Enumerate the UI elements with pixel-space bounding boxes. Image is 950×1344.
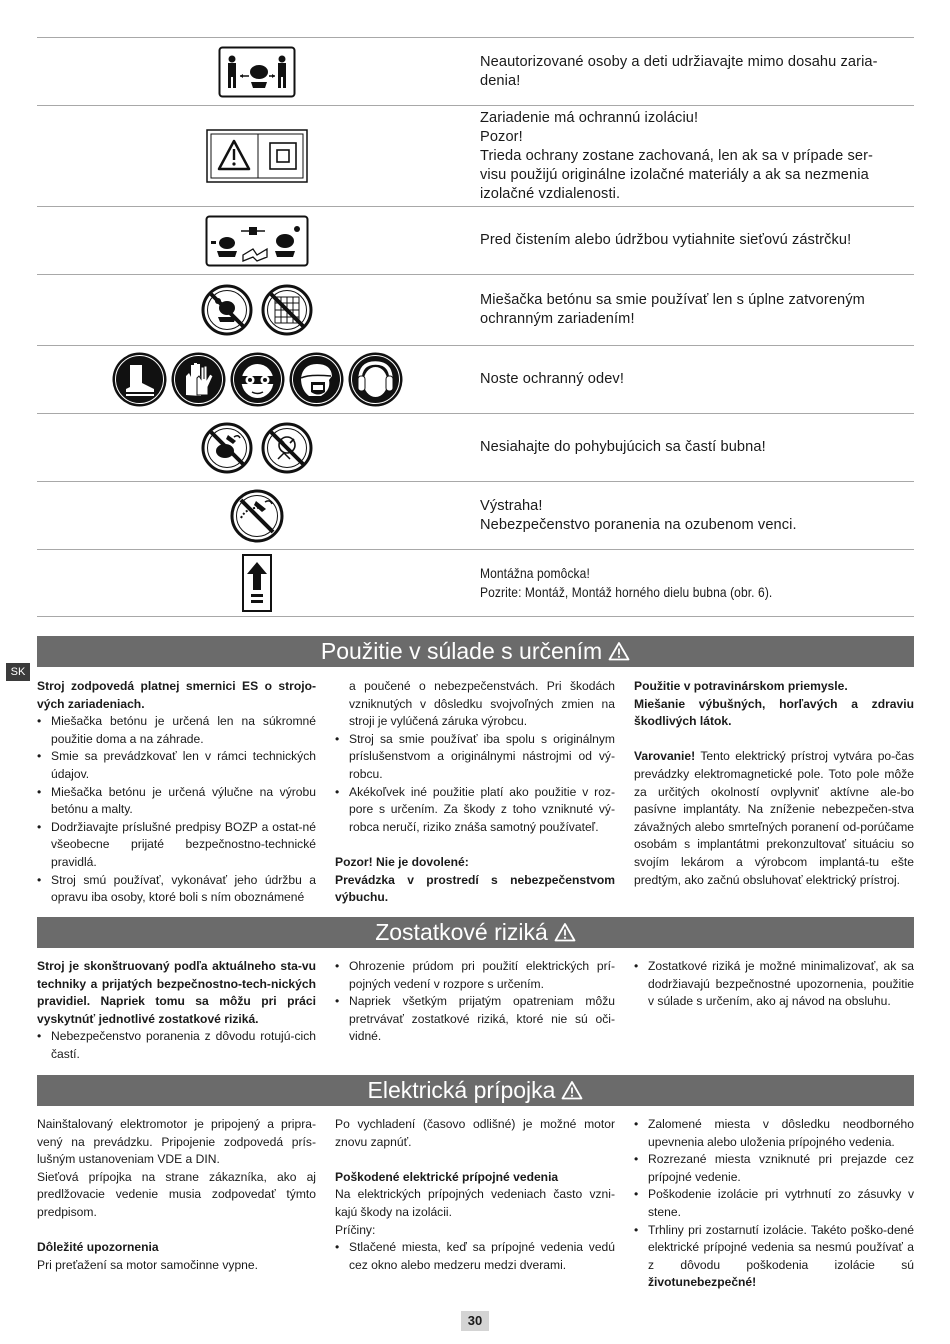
- paragraph: Stroj zodpovedá platnej smernici ES o strojo-vých zariadeniach.: [37, 679, 316, 711]
- dust-mask-icon: [289, 352, 344, 407]
- symbol-row: [37, 549, 914, 617]
- symbol-description: Montážna pomôcka! Pozrite: Montáž, Montáž horného dielu bubna (obr. 6).: [480, 565, 773, 600]
- list-item: • Miešačka betónu je určená výlučne na výrobu betónu a malty.: [37, 784, 316, 819]
- safety-goggles-icon: [230, 352, 285, 407]
- ear-protection-icon: [348, 352, 403, 407]
- symbol-table: [37, 37, 914, 617]
- list-item: • Akékoľvek iné použitie platí ako použitie v roz-pore s určením. Za škody z toho vzniknuté vý-robca neručí, riziko znáša samotný používateľ.: [335, 784, 615, 837]
- list-item: • Nebezpečenstvo poranenia z dôvodu rotujú-cich častí.: [37, 1028, 316, 1063]
- symbol-row: [37, 105, 914, 206]
- list-item: • Miešačka betónu je určená len na súkromné použitie doma a na záhrade.: [37, 713, 316, 748]
- warning-icon: [554, 919, 576, 950]
- no-gear-ring-contact-icon: [229, 488, 285, 544]
- keep-distance-icon: [218, 46, 296, 98]
- symbol-row: [37, 206, 914, 274]
- symbol-row: [37, 274, 914, 345]
- symbol-row: [37, 345, 914, 413]
- warning-label: Varovanie!: [634, 749, 696, 764]
- symbol-description: Pred čistením alebo údržbou vytiahnite sieťovú zástrčku!: [480, 232, 852, 248]
- list-item: • Smie sa prevádzkovať len v rámci technických údajov.: [37, 748, 316, 783]
- paragraph: Použitie v potravinárskom priemysle.: [634, 679, 848, 693]
- residual-column-3: [634, 958, 914, 1011]
- section-residual-header: [37, 917, 914, 948]
- symbol-description: Zariadenie má ochrannú izoláciu! Pozor! Trieda ochrany zostane zachovaná, len ak sa v prípade ser- visu použijú originálne izolačné materiály a ak sa nezmenia izolačné vzdialenosti.: [480, 109, 874, 202]
- paragraph: Miešanie výbušných, horľavých a zdraviu škodlivých látok.: [634, 696, 914, 729]
- symbol-description: Nesiahajte do pohybujúcich sa častí bubna!: [480, 439, 766, 455]
- bullet-list: [335, 1239, 615, 1274]
- paragraph: Po vychladení (časovo odlišné) je možné motor znovu zapnúť.: [335, 1117, 615, 1149]
- list-item: • Ohrozenie prúdom pri použití elektrických prí-pojných vedení v rozpore s určením.: [335, 958, 615, 993]
- section-title: Použitie v súlade s určením: [320, 638, 603, 664]
- section-title: Elektrická prípojka: [367, 1077, 556, 1103]
- list-item: • Rozrezané miesta vzniknuté pri prejazde cez prípojné vedenie.: [634, 1151, 914, 1186]
- paragraph: Sieťová prípojka na strane zákazníka, ako aj predlžovacie vedenie musia zodpovedať týmto predpisom.: [37, 1169, 316, 1219]
- list-item-text: Trhliny pri zostarnutí izolácie. Takéto poško-dené elektrické prípojné vedenia sa nesmú používať a z dôvodu poškodenia izolácie sú: [648, 1222, 914, 1272]
- section-electrical-header: [37, 1075, 914, 1106]
- no-reaching-drum-icon: [200, 421, 254, 475]
- paragraph: Prevádzka v prostredí s nebezpečenstvom výbuchu.: [335, 872, 615, 905]
- list-item: • Napriek všetkým prijatým opatreniam môžu pretrvávať zostatkové riziká, ktoré nie sú oči-vidné.: [335, 993, 615, 1046]
- residual-column-2: [335, 958, 615, 1046]
- symbol-row: [37, 481, 914, 549]
- bullet-list: [335, 731, 615, 837]
- list-item: • Zostatkové riziká je možné minimalizovať, ak sa dodržiavajú bezpečnostné upozornenia, použitie v súlade s určením, ako aj návod na obsluhu.: [634, 958, 914, 1011]
- list-item-emphasis: životunebezpečné!: [648, 1275, 757, 1290]
- subheading: Poškodené elektrické prípojné vedenia: [335, 1169, 559, 1184]
- safety-boots-icon: [112, 352, 167, 407]
- language-tab: SK: [6, 663, 30, 681]
- no-reaching-rotating-parts-icon: [260, 421, 314, 475]
- electrical-column-1: [37, 1116, 316, 1274]
- safety-gloves-icon: [171, 352, 226, 407]
- list-item: • Stroj smú používať, vykonávať jeho údržbu a opravu iba osoby, ktoré boli s ním oboznámené: [37, 872, 316, 907]
- list-item: • Zalomené miesta v dôsledku neodborného upevnenia alebo uloženia prípojného vedenia.: [634, 1116, 914, 1151]
- caution-heading: Pozor! Nie je dovolené:: [335, 854, 469, 869]
- list-item: • Stroj sa smie používať iba spolu s originálnym príslušenstvom a originálnymi nástrojmi od vý-robcu.: [335, 731, 615, 784]
- list-item: • Poškodenie izolácie pri vytrhnutí zo zásuvky v stene.: [634, 1186, 914, 1221]
- symbol-description: Miešačka betónu sa smie používať len s úplne zatvoreným ochranným zariadením!: [480, 292, 865, 327]
- symbol-row: [37, 37, 914, 105]
- warning-paragraph: [634, 748, 914, 889]
- bullet-list: [335, 958, 615, 1046]
- no-open-grid-icon: [260, 283, 314, 337]
- usage-column-2: [335, 678, 615, 907]
- bullet-list: [634, 958, 914, 1011]
- list-item: • Dodržiavajte príslušné predpisy BOZP a ostat-né všeobecne prijaté bezpečnostno-technické pravidlá.: [37, 819, 316, 872]
- unplug-before-maintenance-icon: [205, 215, 309, 267]
- warning-icon: [561, 1077, 583, 1108]
- symbol-description: Výstraha! Nebezpečenstvo poranenia na ozubenom venci.: [480, 497, 797, 533]
- insulation-symbol-group: [206, 129, 308, 183]
- electrical-column-3: [634, 1116, 914, 1292]
- paragraph: Nainštalovaný elektromotor je pripojený a pripra-vený na prevádzku. Pripojenie zodpovedá prís-lušným ustanoveniam VDE a DIN.: [37, 1117, 316, 1167]
- symbol-description: Noste ochranný odev!: [480, 371, 624, 387]
- section-title: Zostatkové riziká: [375, 919, 548, 945]
- residual-column-1: [37, 958, 316, 1064]
- assembly-aid-icon: [242, 554, 272, 612]
- paragraph: Príčiny:: [335, 1222, 376, 1237]
- usage-column-1: [37, 678, 316, 907]
- usage-column-3: [634, 678, 914, 889]
- list-item: [634, 1222, 914, 1292]
- no-operation-without-guard-icon: [200, 283, 254, 337]
- page-number: 30: [461, 1311, 489, 1331]
- paragraph: Pri preťažení sa motor samočinne vypne.: [37, 1257, 258, 1272]
- paragraph: Na elektrických prípojných vedeniach často vzni-kajú škody na izolácii.: [335, 1187, 615, 1219]
- paragraph: Stroj je skonštruovaný podľa aktuálneho sta-vu techniky a prijatých bezpečnostno-tech-nických pravidiel. Napriek tomu sa môžu pri práci vyskytnúť jednotlivé zostatkové riziká.: [37, 959, 316, 1026]
- bullet-list: [37, 713, 316, 907]
- section-usage-header: [37, 636, 914, 667]
- paragraph: a poučené o nebezpečenstvách. Pri škodách vzniknutých v dôsledku svojvoľných zmien na stroji je vylúčená záruka výrobcu.: [349, 679, 615, 729]
- bullet-list: [634, 1116, 914, 1292]
- list-item: • Stlačené miesta, keď sa prípojné vedenia vedú cez okno alebo medzeru medzi dverami.: [335, 1239, 615, 1274]
- bullet-list: [37, 1028, 316, 1063]
- warning-icon: [608, 638, 630, 669]
- symbol-description: Neautorizované osoby a deti udržiavajte mimo dosahu zaria- denia!: [480, 53, 878, 89]
- symbol-row: [37, 413, 914, 481]
- electrical-column-2: [335, 1116, 615, 1274]
- subheading: Dôležité upozornenia: [37, 1240, 159, 1255]
- warning-text: Tento elektrický prístroj vytvára po-čas prevádzky elektromagnetické pole. Toto pole môže za určitých okolností ovplyvniť aktívne ale-bo pasívne implantáty. Na zníženie nebezpečen-stva závažných alebo smrteľných poranení od-porúčame osobám s implantátmi prekonzultovať situáciu so svojím lekárom a výrobcom implantá-tu ešte predtým, ako začnú obsluhovať elektrický prístroj.: [634, 749, 914, 887]
